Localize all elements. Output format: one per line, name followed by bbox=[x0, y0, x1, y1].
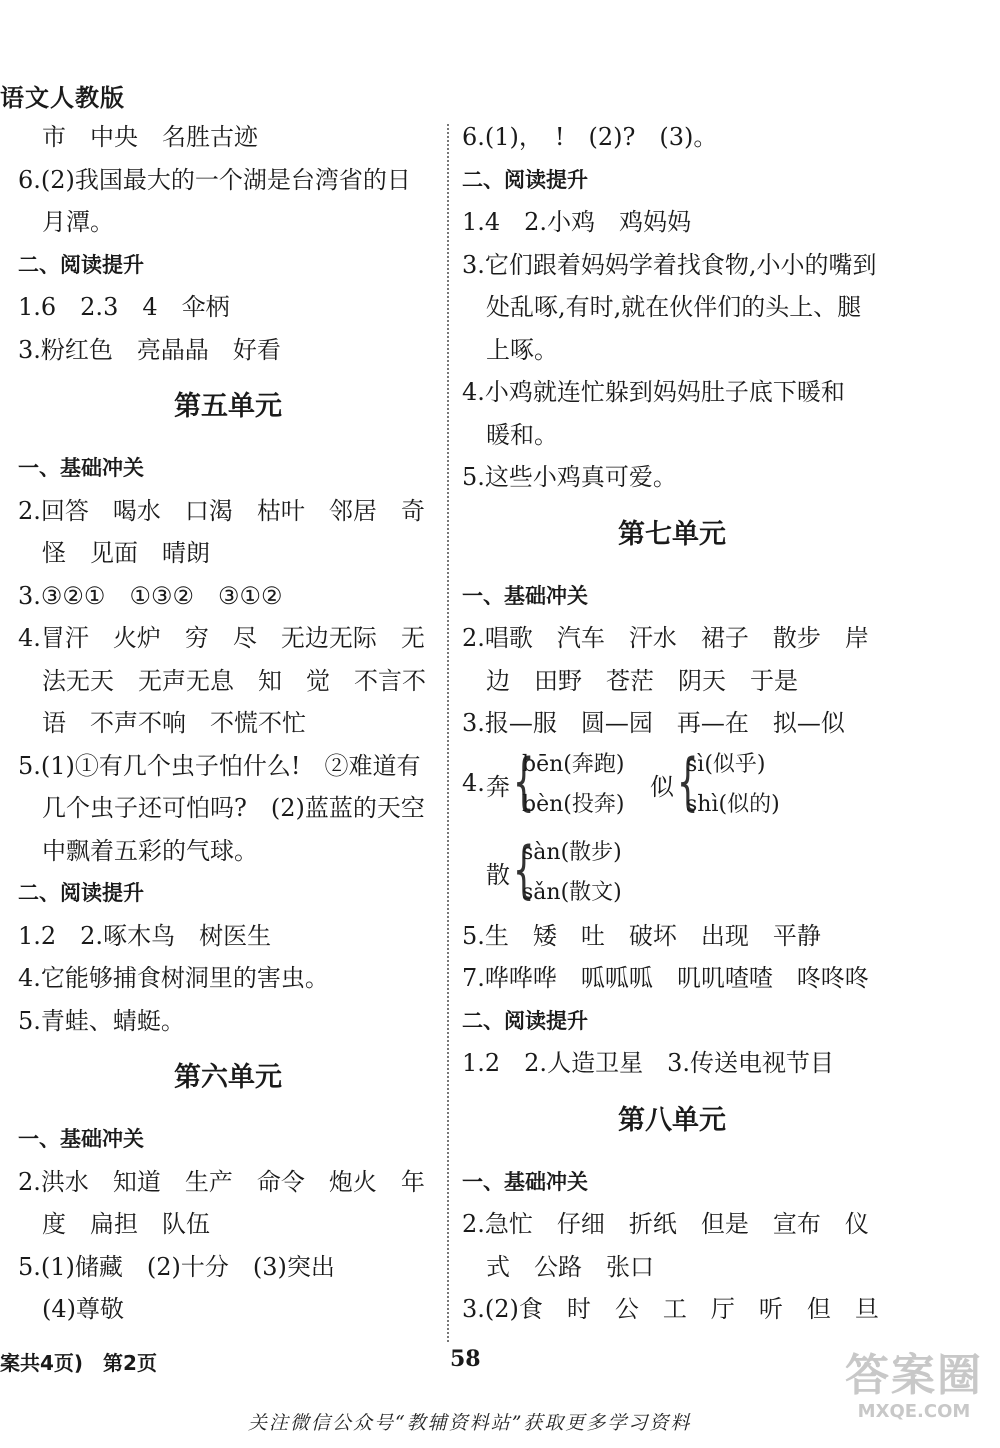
answer-line: 几个虫子还可怕吗? (2)蓝蓝的天空 bbox=[42, 794, 425, 822]
answer-line: 暖和。 bbox=[486, 420, 558, 449]
answer-line: 月潭。 bbox=[42, 208, 114, 236]
section-heading: 二、阅读提升 bbox=[18, 881, 144, 905]
answer-line: 4.它能够捕食树洞里的害虫。 bbox=[18, 964, 329, 992]
pinyin-option: sàn(散步) bbox=[522, 839, 622, 865]
unit-heading: 第七单元 bbox=[618, 518, 726, 550]
answer-line: 5.青蛙、蜻蜓。 bbox=[18, 1006, 185, 1035]
pinyin-option: sǎn(散文) bbox=[522, 879, 622, 905]
answer-line: 1.2 2.啄木鸟 树医生 bbox=[18, 921, 272, 950]
book-title: 语文人教版 bbox=[0, 84, 125, 112]
answer-line: 上啄。 bbox=[486, 335, 558, 364]
answer-line: 中飘着五彩的气球。 bbox=[42, 836, 258, 865]
answer-line: 3.它们跟着妈妈学着找食物,小小的嘴到 bbox=[462, 250, 877, 279]
question-number: 4. bbox=[462, 768, 485, 797]
answer-line: 2.洪水 知道 生产 命令 炮火 年 bbox=[18, 1167, 425, 1196]
pinyin-option: sì(似乎) bbox=[686, 751, 766, 777]
section-heading: 一、基础冲关 bbox=[462, 1169, 588, 1194]
polyphone-char: 散 bbox=[486, 860, 510, 889]
pinyin-option: shì(似的) bbox=[686, 791, 780, 817]
answer-line: 5.生 矮 吐 破坏 出现 平静 bbox=[462, 921, 821, 950]
answer-line: 1.2 2.人造卫星 3.传送电视节目 bbox=[462, 1049, 834, 1077]
pinyin-option: bēn(奔跑) bbox=[522, 751, 625, 777]
watermark-logo bbox=[845, 1350, 983, 1422]
answer-line: 4.小鸡就连忙躲到妈妈肚子底下暖和 bbox=[462, 378, 845, 406]
answer-line: 语 不声不响 不慌不忙 bbox=[42, 709, 306, 737]
answer-line: 7.哗哗哗 呱呱呱 叽叽喳喳 咚咚咚 bbox=[462, 964, 869, 992]
section-heading: 一、基础冲关 bbox=[18, 456, 144, 480]
answer-line: 市 中央 名胜古迹 bbox=[42, 123, 258, 151]
section-heading: 二、阅读提升 bbox=[18, 252, 144, 277]
answer-line: 4.冒汗 火炉 穷 尽 无边无际 无 bbox=[18, 624, 425, 652]
answer-line: 3.粉红色 亮晶晶 好看 bbox=[18, 335, 281, 364]
answer-line: 处乱啄,有时,就在伙伴们的头上、腿 bbox=[486, 293, 862, 321]
brace-icon: { bbox=[676, 744, 699, 818]
watermark-url: MXQE.COM bbox=[857, 1401, 971, 1422]
unit-heading: 第五单元 bbox=[174, 391, 282, 422]
answer-line: 2.急忙 仔细 折纸 但是 宣布 仪 bbox=[462, 1210, 869, 1238]
footer-note: 关注微信公众号“教辅资料站”获取更多学习资料 bbox=[248, 1412, 692, 1434]
answer-line: 1.6 2.3 4 伞柄 bbox=[18, 293, 230, 321]
unit-heading: 第六单元 bbox=[174, 1062, 282, 1093]
answer-line: 3.报—服 圆—园 再—在 拟—似 bbox=[462, 709, 845, 737]
polyphone-char: 奔 bbox=[486, 772, 510, 801]
section-heading: 二、阅读提升 bbox=[462, 1008, 588, 1033]
answer-line: 6.(1)， ! (2)? (3)。 bbox=[462, 123, 718, 151]
answer-line: 3.③②① ①③② ③①② bbox=[18, 581, 283, 610]
answer-line: 怪 见面 晴朗 bbox=[42, 539, 210, 567]
page-number: 58 bbox=[450, 1346, 481, 1372]
brace-icon: { bbox=[512, 744, 535, 818]
pinyin-option: bèn(投奔) bbox=[522, 791, 625, 817]
brace-icon: { bbox=[512, 832, 535, 906]
answer-line: 3.(2)食 时 公 工 厅 听 但 旦 bbox=[462, 1295, 879, 1323]
section-heading: 一、基础冲关 bbox=[462, 583, 588, 608]
answer-line: 2.唱歌 汽车 汗水 裙子 散步 岸 bbox=[462, 624, 869, 652]
answer-line: 2.回答 喝水 口渴 枯叶 邻居 奇 bbox=[18, 496, 425, 525]
answer-line: 度 扁担 队伍 bbox=[42, 1210, 210, 1238]
answer-line: 边 田野 苍茫 阴天 于是 bbox=[486, 666, 798, 695]
answer-line: 5.(1)①有几个虫子怕什么! ②难道有 bbox=[18, 751, 421, 780]
watermark-logo-text: 答案圈 bbox=[845, 1350, 983, 1401]
unit-heading: 第八单元 bbox=[618, 1104, 726, 1136]
footer-page-info: 案共4页) 第2页 bbox=[0, 1351, 157, 1375]
polyphone-char: 似 bbox=[650, 772, 674, 801]
section-heading: 一、基础冲关 bbox=[18, 1127, 144, 1151]
answer-line: 6.(2)我国最大的一个湖是台湾省的日 bbox=[18, 165, 411, 194]
answer-line: 法无天 无声无息 知 觉 不言不 bbox=[42, 666, 426, 695]
answer-line: 5.(1)储藏 (2)十分 (3)突出 bbox=[18, 1252, 335, 1281]
answer-line: 式 公路 张口 bbox=[486, 1252, 654, 1281]
section-heading: 二、阅读提升 bbox=[462, 167, 588, 192]
answer-line: 5.这些小鸡真可爱。 bbox=[462, 463, 677, 491]
answer-line: (4)尊敬 bbox=[42, 1295, 124, 1323]
answer-line: 1.4 2.小鸡 鸡妈妈 bbox=[462, 208, 692, 236]
polyphone-block bbox=[462, 745, 882, 915]
